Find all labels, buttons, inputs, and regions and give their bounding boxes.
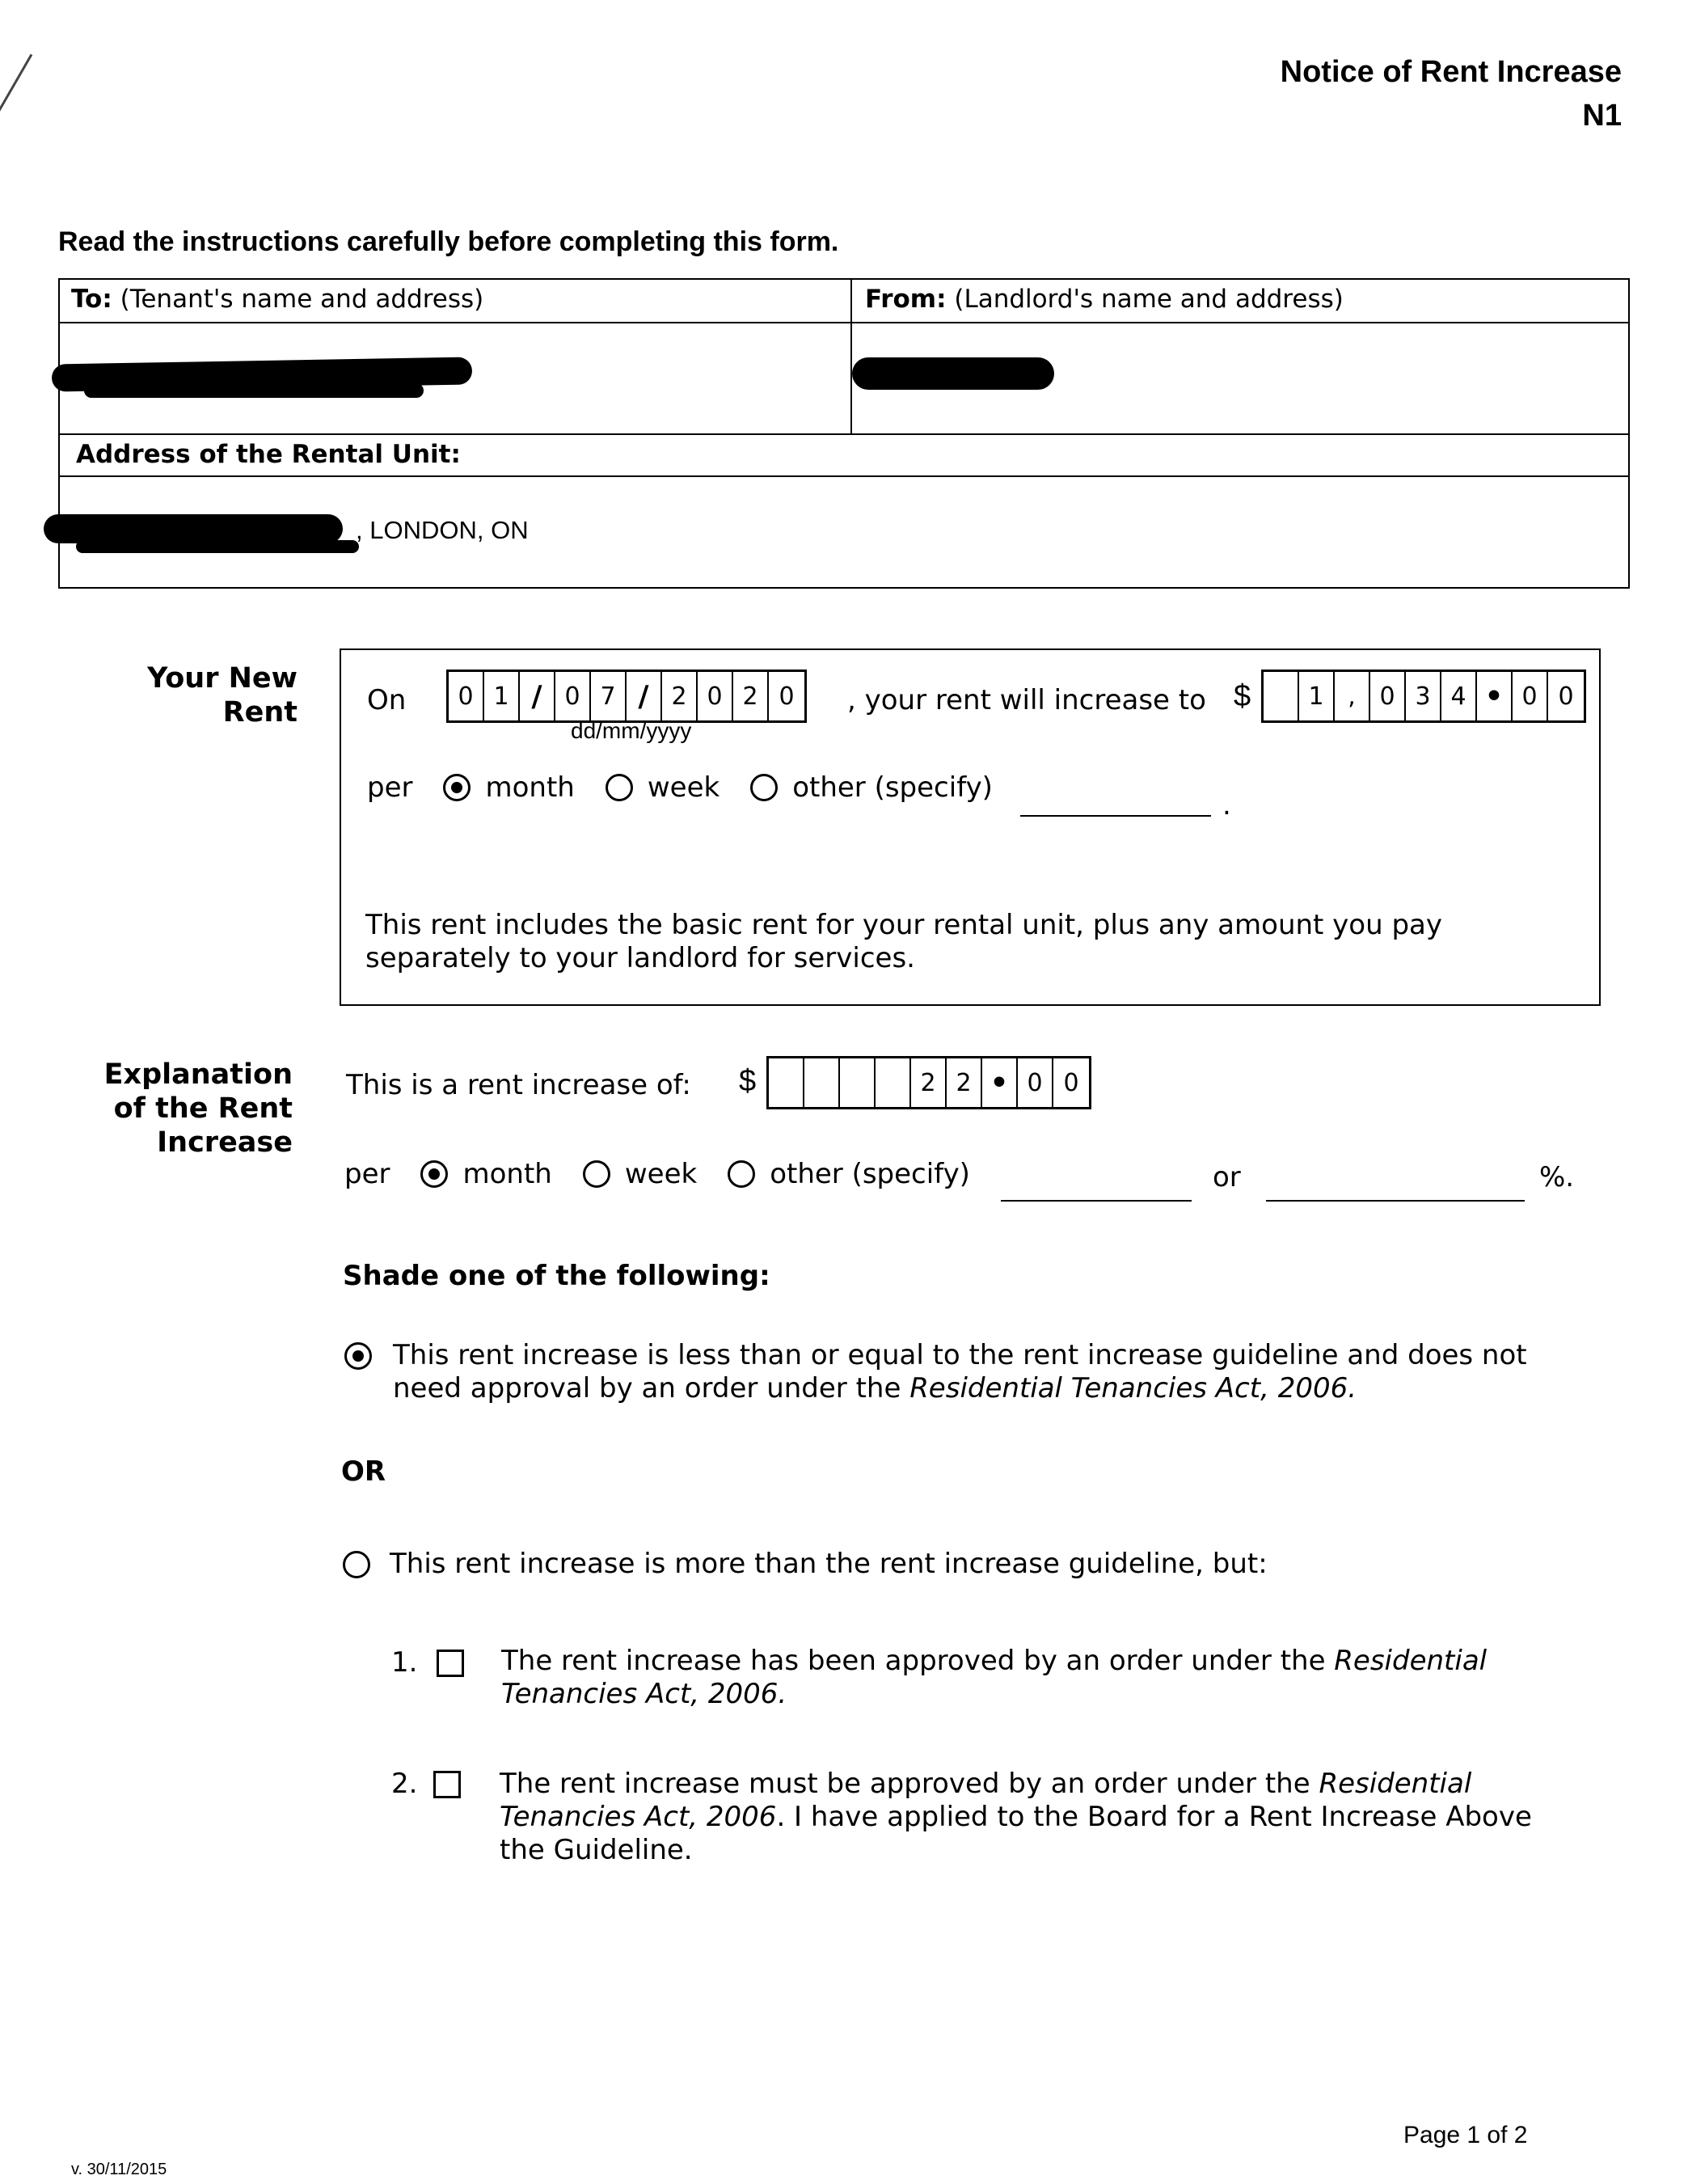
amount-cell: 0 (1513, 672, 1548, 720)
amount-cell: 3 (1406, 672, 1441, 720)
amount-cell (804, 1058, 840, 1107)
amount-cell: , (1335, 672, 1370, 720)
radio-guideline[interactable] (344, 1342, 372, 1370)
guideline-option-radio[interactable] (344, 1342, 372, 1370)
form-title: Notice of Rent Increase (1280, 55, 1622, 89)
other-period-field[interactable] (1020, 815, 1211, 817)
amount-cell: • (982, 1058, 1018, 1107)
address-label: Address of the Rental Unit: (76, 440, 461, 469)
sub-option-2-number: 2. (391, 1768, 418, 1800)
version-label: v. 30/11/2015 (71, 2161, 167, 2178)
date-cell: 2 (733, 672, 769, 720)
dollar-sign: $ (1234, 679, 1251, 713)
tenant-redaction-2 (84, 383, 424, 398)
approved-checkbox[interactable] (437, 1650, 464, 1680)
guideline-option-text: This rent increase is less than or equal to the rent increase guideline and does not need approval by an order under the Residential Tenancies Act, 2006. (393, 1339, 1527, 1405)
date-cell: 0 (779, 682, 795, 711)
new-rent-box (340, 648, 1601, 1006)
checkbox-approved[interactable] (437, 1650, 464, 1677)
date-cell: 0 (555, 672, 591, 720)
amount-cell: 0 (1370, 672, 1406, 720)
percent-sign: %. (1539, 1161, 1575, 1193)
amount-cell (876, 1058, 911, 1107)
increase-amount-input[interactable] (766, 1056, 1091, 1109)
scan-mark (0, 54, 32, 133)
increase-month-option[interactable]: month (420, 1158, 551, 1190)
checkbox-applied[interactable] (433, 1771, 461, 1798)
approved-text: The rent increase has been approved by an order under the Residential Tenancies Act, 2006. (501, 1645, 1488, 1710)
or-label: or (1213, 1161, 1241, 1193)
dollar-sign: $ (739, 1064, 757, 1098)
new-rent-amount-input[interactable] (1261, 670, 1586, 723)
shade-heading: Shade one of the following: (343, 1260, 770, 1292)
date-cell: 2 (662, 672, 698, 720)
date-cell: 0 (698, 672, 733, 720)
date-cell: 7 (591, 672, 627, 720)
other-increase-field[interactable] (1001, 1200, 1192, 1202)
form-code: N1 (1582, 99, 1622, 133)
radio-month[interactable] (443, 774, 471, 801)
date-format-hint: dd/mm/yyyy (571, 718, 692, 743)
rent-period-options (367, 771, 1023, 804)
increase-of-text: This is a rent increase of: (346, 1069, 691, 1101)
on-label: On (367, 684, 407, 716)
per-label: per (367, 771, 413, 804)
amount-cell: 0 (1558, 682, 1574, 711)
increase-week-option[interactable]: week (583, 1158, 697, 1190)
date-input[interactable] (446, 670, 807, 723)
parties-table (58, 278, 1630, 589)
radio-above-guideline[interactable] (343, 1551, 370, 1578)
amount-cell: 4 (1441, 672, 1477, 720)
radio-month[interactable] (420, 1160, 448, 1188)
explanation-label: Explanation of the Rent Increase (103, 1058, 293, 1159)
per-label: per (344, 1158, 390, 1190)
period-other-option[interactable]: other (specify) (750, 771, 993, 804)
radio-week[interactable] (583, 1160, 610, 1188)
radio-other[interactable] (750, 774, 778, 801)
applied-checkbox[interactable] (433, 1771, 461, 1802)
instructions-text: Read the instructions carefully before completing this form. (58, 226, 839, 257)
increase-other-option[interactable]: other (specify) (728, 1158, 970, 1190)
amount-cell (1264, 672, 1299, 720)
period-month-option[interactable]: month (443, 771, 574, 804)
date-cell: 0 (449, 672, 484, 720)
increase-to-text: , your rent will increase to (847, 684, 1206, 716)
or-separator: OR (341, 1455, 386, 1488)
landlord-redaction (852, 357, 1054, 390)
radio-week[interactable] (606, 774, 633, 801)
amount-cell: 1 (1299, 672, 1335, 720)
sub-option-1-number: 1. (391, 1646, 418, 1679)
period-end: . (1222, 789, 1231, 822)
increase-period-options (344, 1158, 1001, 1190)
amount-cell: 0 (1063, 1068, 1079, 1097)
address-city: , LONDON, ON (356, 516, 529, 544)
address-redaction (44, 514, 343, 543)
from-label: From: (Landlord's name and address) (865, 285, 1344, 314)
to-label: To: (Tenant's name and address) (71, 285, 484, 314)
amount-cell (769, 1058, 804, 1107)
amount-cell: 0 (1018, 1058, 1053, 1107)
percent-field[interactable] (1266, 1200, 1525, 1202)
above-guideline-text: This rent increase is more than the rent increase guideline, but: (390, 1548, 1268, 1580)
radio-other[interactable] (728, 1160, 755, 1188)
date-cell: 1 (484, 672, 520, 720)
amount-cell (840, 1058, 876, 1107)
amount-cell: 2 (911, 1058, 947, 1107)
date-separator: / (520, 672, 555, 720)
address-redaction-2 (76, 540, 359, 553)
new-rent-label: Your New Rent (147, 662, 298, 729)
rent-note: This rent includes the basic rent for your rental unit, plus any amount you pay separately to your landlord for services. (365, 909, 1442, 974)
page-number: Page 1 of 2 (1403, 2122, 1528, 2148)
date-separator: / (627, 672, 662, 720)
amount-cell: • (1477, 672, 1513, 720)
amount-cell: 2 (947, 1058, 982, 1107)
above-guideline-radio[interactable] (343, 1551, 370, 1578)
period-week-option[interactable]: week (606, 771, 720, 804)
applied-text: The rent increase must be approved by an order under the Residential Tenancies Act, 2006. I have applied to the Board for a Rent Increase Above the Guideline. (500, 1768, 1532, 1866)
